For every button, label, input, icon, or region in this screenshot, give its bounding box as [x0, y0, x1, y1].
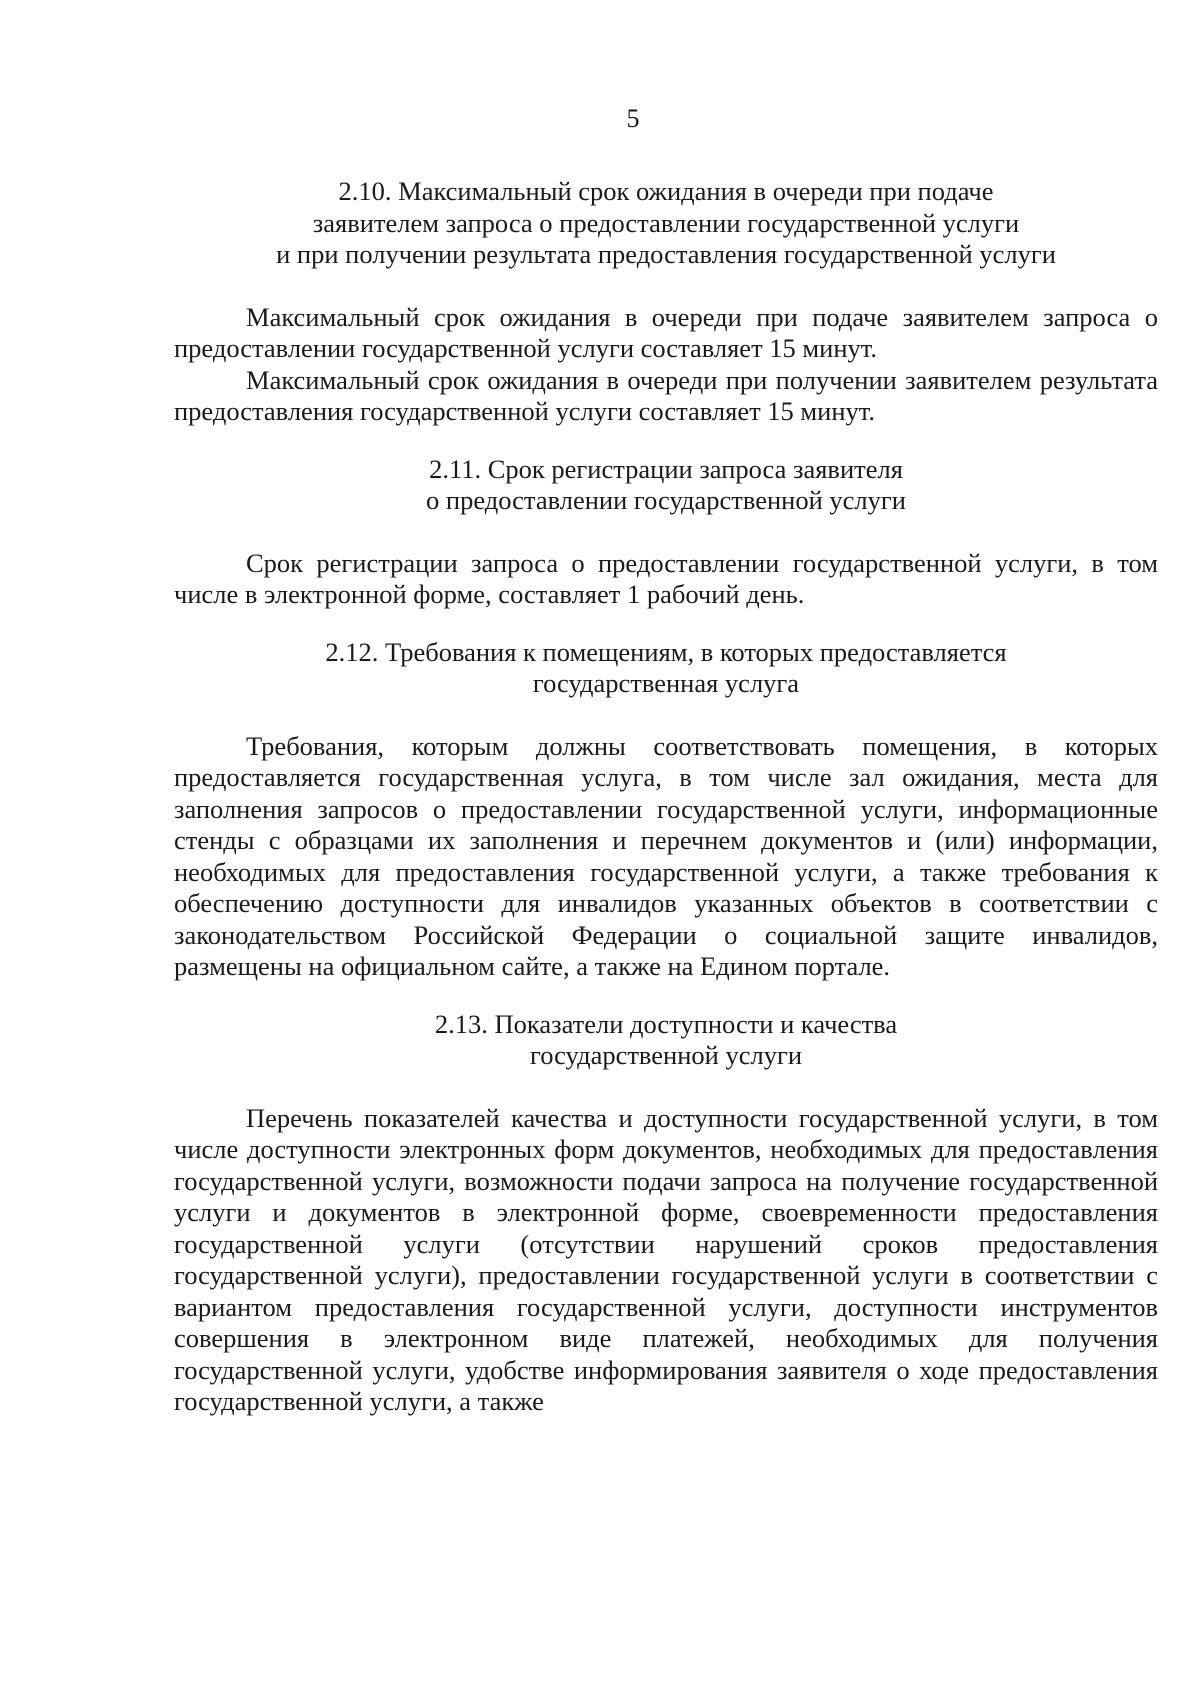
spacer [174, 1072, 1158, 1103]
spacer [174, 983, 1158, 1009]
heading-line: 2.11. Срок регистрации запроса заявителя [429, 453, 903, 484]
heading-line: 2.10. Максимальный срок ожидания в очереди при подаче [338, 176, 994, 206]
spacer [174, 700, 1158, 731]
section-heading-2-10 [174, 176, 1158, 271]
spacer [174, 517, 1158, 548]
heading-line: 2.12. Требования к помещениям, в которых предоставляется [325, 636, 1007, 667]
heading-line: и при получении результата предоставления государственной услуги [276, 239, 1056, 269]
heading-line: о предоставлении государственной услуги [426, 485, 906, 515]
page-number: 5 [626, 104, 640, 133]
paragraph: Максимальный срок ожидания в очереди при подаче заявителем запроса о предоставлении государственной услуги составляет 15 минут. [174, 301, 1158, 363]
paragraph: Перечень показателей качества и доступности государственной услуги, в том числе доступности электронных форм документов, необходимых для предоставления государственной услуги, возможности подачи запроса на получение государственной услуги и документов в электронной форме, своевременности предоставления государственной услуги (отсутствии нарушений сроков предоставления государственной услуги), предоставлении государственной услуги в соответствии с вариантом предоставления государственной услуги, доступности инструментов совершения в электронном виде платежей, необходимых для получения государственной услуги, удобстве информирования заявителя о ходе предоставления государственной услуги, а также [174, 1102, 1158, 1416]
document-body [174, 176, 1158, 1418]
paragraph: Срок регистрации запроса о предоставлении государственной услуги, в том числе в электронной форме, составляет 1 рабочий день. [174, 547, 1158, 609]
section-heading-2-12 [174, 637, 1158, 700]
section-heading-2-13 [174, 1009, 1158, 1072]
spacer [174, 611, 1158, 637]
section-heading-2-11 [174, 454, 1158, 517]
heading-line: 2.13. Показатели доступности и качества [434, 1008, 898, 1039]
paragraph: Максимальный срок ожидания в очереди при получении заявителем результата предоставления государственной услуги составляет 15 минут. [174, 364, 1158, 426]
spacer [174, 271, 1158, 302]
heading-line: заявителем запроса о предоставлении государственной услуги [312, 207, 1020, 238]
heading-line: государственной услуги [529, 1040, 803, 1070]
spacer [174, 428, 1158, 454]
heading-line: государственная услуга [532, 668, 800, 698]
paragraph: Требования, которым должны соответствовать помещения, в которых предоставляется государственная услуга, в том числе зал ожидания, места для заполнения запросов о предоставлении государственной услуги, информационные стенды с образцами их заполнения и перечнем документов и (или) информации, необходимых для предоставления государственной услуги, а также требования к обеспечению доступности для инвалидов указанных объектов в соответствии с законодательством Российской Федерации о социальной защите инвалидов, размещены на официальном сайте, а также на Едином портале. [174, 730, 1158, 981]
